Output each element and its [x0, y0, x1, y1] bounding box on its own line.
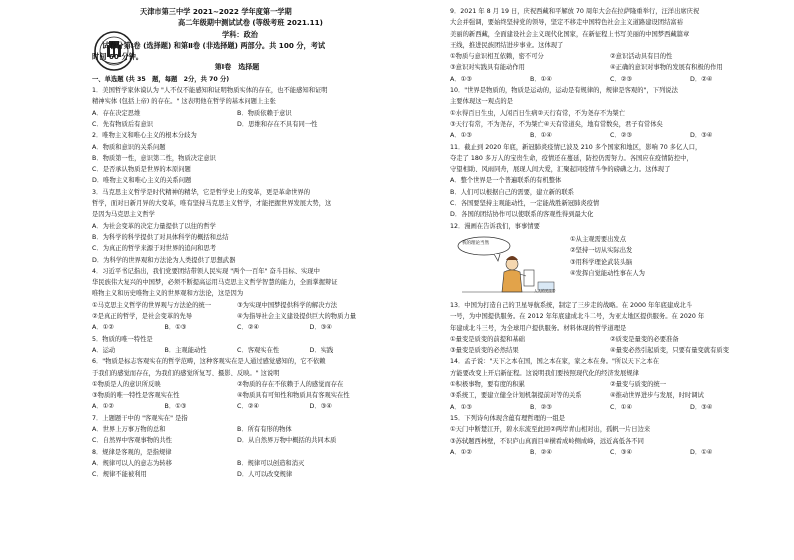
statement: ③意识对实践具有能动作用	[450, 64, 525, 72]
question-line: 主要体现这一观点的是	[450, 98, 513, 106]
option[interactable]: A．①③	[450, 132, 472, 140]
option-row	[92, 469, 382, 480]
statement: ④推动世界进步与发展，时时调试	[610, 392, 704, 400]
cartoon-tag: 人人的关注看	[534, 288, 556, 293]
question-line: 8．规律是客观的，是指规律	[92, 448, 172, 456]
statement: ①天门中断楚江开，碧水东流至此回②两岸青山相对出，孤帆一片日边来	[450, 426, 651, 434]
instructions-line-1: 试卷分第Ⅰ卷 (选择题) 和第Ⅱ卷 (非选择题) 两部分。共 100 分，考试	[102, 40, 326, 50]
statement: ④量变必然引起质变，只要有量变就有质变	[610, 347, 729, 355]
statement: ④物质具有可知性和物质具有客观实在性	[237, 392, 350, 400]
statement: ③为实现中国梦提供科学的解决方法	[237, 301, 338, 309]
option[interactable]: A．整个世界是一个普遍联系的有机整体	[450, 177, 562, 185]
option[interactable]: B．①③	[164, 324, 187, 332]
option[interactable]: A．运动	[92, 346, 116, 354]
option-row	[92, 401, 382, 412]
option[interactable]: C．客观实在性	[237, 346, 280, 354]
option[interactable]: D．②④	[690, 75, 713, 83]
statement: ①物质是人的意识所反映	[92, 380, 161, 388]
option-row	[450, 51, 770, 62]
option[interactable]: A．①③	[450, 75, 472, 83]
subject-line: 学科：政治	[222, 29, 258, 39]
option[interactable]: D．③④	[309, 324, 332, 332]
option-row	[92, 458, 382, 469]
cartoon-block	[450, 232, 770, 300]
question-line: 4．习近平书记指出，我们党要团结带领人民实现 "两个一百年" 奋斗目标、实现中	[92, 267, 320, 275]
option[interactable]: D．③④	[690, 403, 713, 411]
question-line: 美丽的新西藏，全面建设社会主义现代化国家，在新征程上书写美丽的中国梦西藏篇章	[450, 30, 690, 38]
option[interactable]: A．存在决定思维	[92, 109, 141, 117]
option[interactable]: D．③④	[309, 403, 332, 411]
statement: ①物质与意识相互依赖，密不可分	[450, 53, 544, 61]
option-row	[450, 390, 770, 401]
statement: ③用科学理论武装头脑	[570, 258, 633, 266]
option-row	[92, 390, 382, 401]
statement: ④正确的意识对事物的发展有积极的作用	[610, 64, 723, 72]
question-line: 15．下列诗句体现含蕴有理哲理的一组是	[450, 414, 566, 422]
option[interactable]: B．②④	[530, 448, 552, 456]
statement: ③系统工，要建立健全计划机制提前对等的关系	[450, 392, 582, 400]
option-row	[450, 62, 770, 73]
option[interactable]: B．物质第一性，意识第二性，物质决定意识	[92, 154, 216, 162]
option[interactable]: B．所有有形的物体	[237, 425, 292, 433]
option[interactable]: D．实践	[309, 346, 334, 354]
option[interactable]: D．人可以改变规律	[237, 471, 293, 479]
question-line: 7．上题题干中的 "客观实在" 是指	[92, 414, 188, 422]
option-row	[450, 74, 770, 85]
question-line: 3．马克思主义哲学是时代精神的精华，它是哲学史上的变革，更是革命世界的	[92, 188, 311, 196]
option[interactable]: C．①④	[610, 403, 632, 411]
option-row	[450, 334, 770, 345]
cartoon-bubble-text: 我的理论当然	[462, 240, 489, 246]
statement: ①马克思主义哲学的世界观与方法论的统一	[92, 301, 211, 309]
option-row	[450, 402, 770, 413]
option[interactable]: B．规律可以创造和消灭	[237, 459, 305, 467]
option[interactable]: B．②③	[530, 403, 552, 411]
statement: ③苏轼题西林壁，不识庐山真面目④横看成岭侧成峰，远近高低各不同	[450, 437, 644, 445]
question-line: 14．孟子说："天下之本在国，国之本在家，家之本在身。"所以天下之本在	[450, 358, 660, 366]
option[interactable]: C．②③	[610, 132, 632, 140]
question-line: 王线，推进民族团结进步事业。这体现了	[450, 41, 564, 49]
statement: ②质变是量变的必要准备	[610, 335, 679, 343]
question-line: 方能要改变上开启新征程。这说明我们要按照现代化的经济发展规律	[450, 369, 639, 377]
right-column	[450, 6, 770, 458]
option-row	[92, 424, 382, 435]
option[interactable]: A．为社会变革的决定力量提供了以往的哲学	[92, 222, 216, 230]
statement: ①水得百日生虫，人闲百日生病②天行有常，不为尧存不为桀亡	[450, 109, 626, 117]
question-line: 13．中国为打造自己的卫星导航系统，制定了三步走的战略。在 2000 年年底建成北斗	[450, 301, 693, 309]
statement: ②量变与质变的统一	[610, 381, 667, 389]
instructions-line-2: 时间 60 分钟。	[92, 52, 143, 62]
question-line: 华民族伟大复兴的中国梦，必须不断提高运用马克思主义哲学智慧的能力，全面掌握辩证	[92, 279, 338, 287]
statement: ①从主观需要出发点	[570, 235, 627, 243]
option[interactable]: D．思维和存在不具有同一性	[237, 120, 318, 128]
option[interactable]: B．主观能动性	[164, 346, 207, 354]
question-line: 5．物质的唯一特性是	[92, 335, 153, 343]
option-row	[450, 345, 770, 356]
option[interactable]: D．①④	[690, 448, 713, 456]
option[interactable]: D．各国的团结协作可以使联系的客观性得到最大化	[450, 211, 594, 219]
option-row	[92, 300, 382, 311]
statement: ①量变是质变的前提和基础	[450, 335, 525, 343]
option[interactable]: B．①③	[164, 403, 187, 411]
statement: ①积极事物，要有度的积累	[450, 381, 525, 389]
question-line: 10．"世界是物质的，物质是运动的，运动是有规律的，规律是客观的"，下列说法	[450, 87, 678, 95]
question-line: 精神实体 (包括上帝) 的存在。" 这表明他在哲学的基本问题上主张	[92, 98, 276, 106]
option[interactable]: C．是否承认物质是世界的本原问题	[92, 166, 191, 174]
option[interactable]: C．②③	[610, 75, 632, 83]
option-row	[92, 435, 382, 446]
question-line: 一号，为中国提供服务。在 2012 年年底建成北斗二号，为亚太地区提供服务。在 2020 年	[450, 313, 705, 321]
option-row	[92, 322, 382, 333]
question-line: 2．唯物主义和唯心主义的根本分歧为	[92, 132, 197, 140]
option[interactable]: C．为真正的哲学来源于对世界的追问和思考	[92, 245, 217, 253]
option[interactable]: D．③④	[690, 132, 713, 140]
option[interactable]: A．规律可以人的意志为转移	[92, 459, 172, 467]
statement: ②意识活动具有目的性	[610, 53, 673, 61]
option[interactable]: C．先有物质后有意识	[92, 120, 154, 128]
question-line: 大会并强调，要始终坚持党的领导，坚定不移走中国特色社会主义道路建设团结富裕	[450, 19, 683, 27]
question-line: 唯物主义和历史唯物主义的世界观和方法论，这是因为	[92, 290, 244, 298]
statement: ④发挥自觉能动性事在人为	[570, 269, 645, 277]
option[interactable]: B．为科学的科学提供了对具体科学的概括和总结	[92, 233, 229, 241]
option-row	[92, 379, 382, 390]
option[interactable]: B．物质依赖于意识	[237, 109, 292, 117]
option-row	[92, 345, 382, 356]
option[interactable]: C．③④	[610, 448, 632, 456]
option-row	[450, 447, 770, 458]
school-line: 天津市第三中学 2021~2022 学年度第一学期	[140, 7, 292, 16]
section-intro: 一、单选题 (共 35 题，每题 2分，共 70 分)	[92, 75, 230, 83]
option[interactable]: C．规律不能被利用	[92, 471, 147, 479]
option-row	[450, 130, 770, 141]
question-line: 9．2021 年 8 月 19 日，庆祝西藏和平解放 70 周年大会在拉萨隆重举行，汪洋出席庆祝	[450, 8, 700, 15]
statement: ③天行有常，不为尧存，不为桀亡④天有常道矣，地有常数矣，君子有常体矣	[450, 120, 663, 128]
question-line: 守望相助、风雨同舟，展现人间大爱，汇聚起同疫情斗争的磅礴之力。这体现了	[450, 166, 671, 174]
option-row	[92, 108, 382, 119]
option[interactable]: C．②④	[237, 324, 259, 332]
option[interactable]: B．①④	[530, 75, 552, 83]
question-line: 1．美国哲学家休谟认为 "人不仅不能感知和证明物质实体的存在，也不能感知和证明	[92, 87, 328, 95]
statement: ④为指导社会主义建设提供巨大的物质力量	[237, 313, 356, 321]
option[interactable]: D．为科学的世界观和方法论为人类提供了思想武器	[92, 256, 236, 264]
option[interactable]: A．①②	[450, 448, 472, 456]
option[interactable]: C．②④	[237, 403, 259, 411]
statement: ②坚持一切从实际出发	[570, 247, 633, 255]
option[interactable]: A．世界上万事万物的总和	[92, 425, 166, 433]
exam-line: 高二年级期中测试试卷 (等级考班 2021.11)	[178, 18, 323, 28]
question-line: 是因为马克思主义哲学	[92, 211, 155, 219]
question-line: 11．截止到 2020 年底，新冠肺炎疫情已波及 210 多个国家和地区，影响 70 多亿人口，	[450, 143, 702, 151]
question-line: 哲学，面对日新月异的大变革，唯有坚持马克思主义哲学，才能把握世界发展大势，这	[92, 200, 332, 208]
statement: ③量变是质变的必然结果	[450, 347, 519, 355]
option-row	[92, 119, 382, 130]
statement: ②物质的存在不依赖于人的感觉而存在	[237, 380, 344, 388]
question-line: 于我们的感觉而存在，为我们的感觉所复写、摄影、反映。" 这说明	[92, 369, 280, 377]
option[interactable]: A．①②	[92, 324, 114, 332]
option[interactable]: C．各国要坚持主观能动性，一定能战胜新冠肺炎疫情	[450, 200, 600, 208]
section-title: 第Ⅰ卷 选择题	[214, 63, 260, 72]
option-row	[450, 379, 770, 390]
option[interactable]: A．物质和意识的关系问题	[92, 143, 166, 151]
option[interactable]: D．唯物主义和唯心主义的关系问题	[92, 177, 192, 185]
question-line: 年建成北斗三号，为全球用户提供服务。材料体现的哲学道理是	[450, 324, 627, 332]
option[interactable]: A．①③	[450, 403, 472, 411]
question-line: 6．"物质是标志客观实在的哲学范畴，这种客观实在是人通过感觉感知的，它不依赖	[92, 358, 326, 366]
option[interactable]: C．自然界中客观事物的共性	[92, 437, 172, 445]
option-row	[92, 311, 382, 322]
cartoon-options	[570, 234, 645, 279]
option[interactable]: B．①④	[530, 132, 552, 140]
statement: ②是真正的哲学，是社会变革的先导	[92, 313, 193, 321]
question-line: 夺走了 180 多万人的宝贵生命，疫情还在蔓延，防控仍需努力。各国应在疫情防控中，	[450, 154, 693, 162]
option[interactable]: B．人们可以根据自己的需要，建立新的联系	[450, 188, 574, 196]
statement: ③物质的唯一特性是客观实在性	[92, 392, 180, 400]
left-column	[92, 6, 382, 480]
question-line: 12．漫画在告诉我们，事事情要	[450, 222, 540, 230]
option[interactable]: D．从自然界万物中概括的共同本质	[237, 437, 337, 445]
option[interactable]: A．①②	[92, 403, 114, 411]
